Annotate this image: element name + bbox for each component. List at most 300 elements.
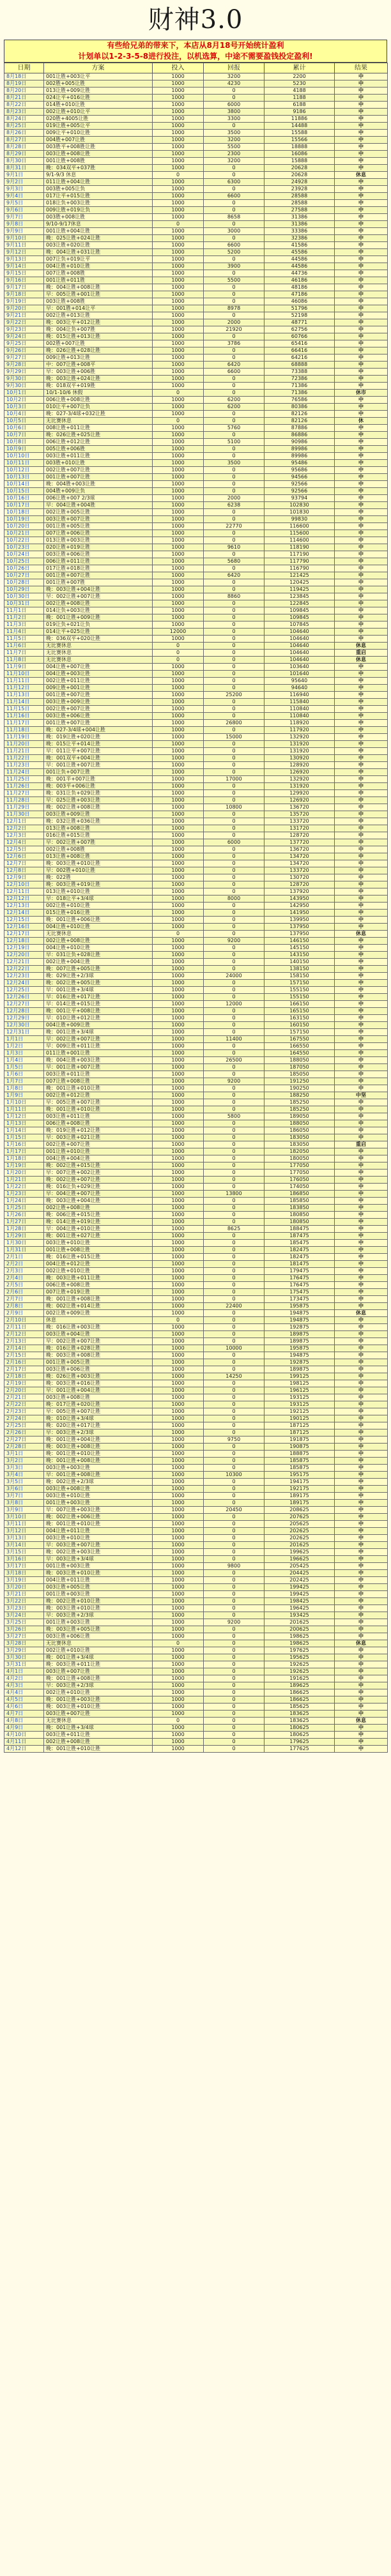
table-row (4, 1401, 388, 1408)
cell-result: 中 (335, 1605, 388, 1612)
cell-cumulative: 145150 (264, 945, 335, 952)
cell-cumulative: 115840 (264, 699, 335, 706)
cell-plan: 晚：016让胜+015让胜 (44, 1254, 153, 1261)
table-row (4, 1205, 388, 1212)
cell-date: 12月16日 (4, 924, 44, 931)
cell-plan: 晚：003让胜+016让胜 (44, 1380, 153, 1387)
cell-date: 9月16日 (4, 277, 44, 284)
cell-result: 中 (335, 1296, 388, 1303)
cell-plan: 011让胜+001让胜 (44, 1050, 153, 1057)
cell-result: 中 (335, 699, 388, 706)
cell-stake: 1000 (153, 1486, 204, 1493)
cell-stake: 1000 (153, 600, 204, 607)
cell-result: 休息 (335, 1718, 388, 1725)
cell-plan: 004让胜+007让胜 (44, 664, 153, 671)
table-row (4, 1725, 388, 1732)
cell-result: 中 (335, 179, 388, 186)
cell-date: 12月19日 (4, 945, 44, 952)
cell-stake: 1000 (153, 973, 204, 980)
cell-stake: 1000 (153, 1500, 204, 1507)
cell-plan: 003让胜+009让胜 (44, 699, 153, 706)
cell-cumulative: 86886 (264, 432, 335, 439)
cell-result: 中 (335, 1422, 388, 1429)
cell-cumulative: 118190 (264, 544, 335, 551)
cell-date: 4月4日 (4, 1689, 44, 1696)
cell-date: 11月4日 (4, 629, 44, 636)
cell-cumulative: 185050 (264, 1071, 335, 1078)
cell-stake: 1000 (153, 1514, 204, 1521)
cell-date: 2月16日 (4, 1359, 44, 1366)
cell-date: 10月13日 (4, 474, 44, 481)
cell-plan: 无比赛休息 (44, 657, 153, 664)
cell-cumulative: 5230 (264, 80, 335, 88)
cell-date: 10月1日 (4, 390, 44, 397)
cell-stake: 1000 (153, 432, 204, 439)
cell-plan: 002让胜+007让胜 (44, 467, 153, 474)
cell-return: 3900 (204, 263, 264, 270)
cell-date: 10月14日 (4, 481, 44, 488)
header-result: 结果 (335, 63, 388, 73)
table-row (4, 1668, 388, 1675)
cell-result: 中 (335, 1549, 388, 1556)
cell-return: 0 (204, 1682, 264, 1689)
cell-stake: 1000 (153, 825, 204, 832)
cell-stake: 1000 (153, 1542, 204, 1549)
table-row (4, 896, 388, 903)
cell-plan: 001让胜+003让胜 (44, 1500, 153, 1507)
cell-date: 10月31日 (4, 600, 44, 607)
cell-result: 中 (335, 326, 388, 333)
cell-return: 0 (204, 853, 264, 860)
table-row (4, 390, 388, 397)
cell-result: 中 (335, 867, 388, 874)
cell-stake: 1000 (153, 1324, 204, 1331)
cell-cumulative: 190875 (264, 1444, 335, 1451)
cell-stake: 1000 (153, 326, 204, 333)
cell-result: 中 (335, 621, 388, 629)
cell-plan: 晚：001让胜+3/4球 (44, 1725, 153, 1732)
cell-result: 中 (335, 1429, 388, 1437)
cell-cumulative: 102830 (264, 502, 335, 509)
table-row (4, 1570, 388, 1577)
cell-cumulative: 176050 (264, 1177, 335, 1184)
cell-date: 2月9日 (4, 1310, 44, 1317)
cell-return: 22400 (204, 1303, 264, 1310)
cell-return: 6200 (204, 397, 264, 404)
cell-date: 8月20日 (4, 88, 44, 95)
cell-stake: 1000 (153, 439, 204, 446)
cell-result: 中 (335, 1521, 388, 1528)
cell-return: 0 (204, 221, 264, 228)
cell-stake: 1000 (153, 1647, 204, 1654)
cell-date: 3月16日 (4, 1556, 44, 1563)
cell-cumulative: 64216 (264, 354, 335, 362)
cell-cumulative: 23928 (264, 186, 335, 193)
cell-date: 3月19日 (4, 1577, 44, 1584)
cell-result: 中 (335, 1366, 388, 1373)
cell-result: 中 (335, 607, 388, 614)
cell-plan: 晚：004让负+007胜 (44, 326, 153, 333)
cell-date: 12月20日 (4, 952, 44, 959)
cell-date: 12月24日 (4, 980, 44, 987)
cell-cumulative: 133720 (264, 867, 335, 874)
cell-return: 0 (204, 1148, 264, 1155)
cell-cumulative: 179475 (264, 1268, 335, 1275)
cell-plan: 晚：001让胜+009让胜 (44, 614, 153, 621)
cell-return: 0 (204, 832, 264, 839)
cell-result: 中 (335, 1633, 388, 1640)
cell-result: 中 (335, 1071, 388, 1078)
cell-cumulative: 182475 (264, 1254, 335, 1261)
cell-result: 中 (335, 109, 388, 116)
cell-date: 1月26日 (4, 1212, 44, 1219)
cell-cumulative: 131920 (264, 748, 335, 755)
cell-cumulative: 190250 (264, 1085, 335, 1092)
cell-stake: 1000 (153, 1184, 204, 1191)
cell-cumulative: 202425 (264, 1577, 335, 1584)
cell-result: 中 (335, 305, 388, 312)
cell-plan: 006让胜+011让胜 (44, 558, 153, 565)
cell-plan: 晚：018双平+019胜 (44, 383, 153, 390)
cell-plan: 无比赛休息 (44, 1718, 153, 1725)
cell-plan: 晚：001让胜+008让胜 (44, 1458, 153, 1465)
table-row (4, 1127, 388, 1134)
cell-result: 中 (335, 614, 388, 621)
cell-cumulative: 183625 (264, 1718, 335, 1725)
cell-cumulative: 198425 (264, 1598, 335, 1605)
cell-result: 中 (335, 762, 388, 769)
cell-cumulative: 193425 (264, 1612, 335, 1619)
cell-return: 6420 (204, 572, 264, 579)
cell-date: 3月11日 (4, 1521, 44, 1528)
cell-result: 中 (335, 1331, 388, 1338)
cell-date: 3月15日 (4, 1549, 44, 1556)
cell-cumulative: 176475 (264, 1282, 335, 1289)
cell-stake: 1000 (153, 1577, 204, 1584)
table-row (4, 404, 388, 411)
cell-return: 0 (204, 432, 264, 439)
cell-plan: 001让胜+007让胜 (44, 692, 153, 699)
cell-stake: 1000 (153, 425, 204, 432)
table-row (4, 1198, 388, 1205)
cell-cumulative: 199625 (264, 1549, 335, 1556)
cell-plan: 009让平+010让胜 (44, 130, 153, 137)
cell-stake: 1000 (153, 1633, 204, 1640)
table-row (4, 832, 388, 839)
table-row (4, 959, 388, 966)
cell-return: 5680 (204, 558, 264, 565)
cell-result: 中 (335, 193, 388, 200)
cell-result: 中 (335, 1493, 388, 1500)
cell-result: 中 (335, 692, 388, 699)
cell-stake: 1000 (153, 867, 204, 874)
cell-cumulative: 104640 (264, 643, 335, 650)
cell-cumulative: 6188 (264, 102, 335, 109)
table-row (4, 657, 388, 664)
table-row (4, 874, 388, 881)
cell-plan: 003胜+005让负 (44, 186, 153, 193)
cell-stake: 1000 (153, 340, 204, 347)
cell-plan: 早：031让负+028让胜 (44, 952, 153, 959)
cell-stake: 1000 (153, 116, 204, 123)
cell-stake: 1000 (153, 1099, 204, 1106)
cell-date: 11月10日 (4, 671, 44, 678)
table-row (4, 270, 388, 277)
cell-date: 4月6日 (4, 1703, 44, 1711)
cell-stake: 1000 (153, 664, 204, 671)
cell-return: 0 (204, 516, 264, 523)
cell-plan: 003让胜+008让胜 (44, 151, 153, 158)
cell-date: 3月26日 (4, 1626, 44, 1633)
table-row (4, 797, 388, 804)
table-row (4, 825, 388, 832)
cell-date: 3月9日 (4, 1507, 44, 1514)
cell-cumulative: 185875 (264, 1465, 335, 1472)
cell-plan: 001让胜+007胜 (44, 579, 153, 586)
cell-return: 0 (204, 284, 264, 291)
cell-date: 10月21日 (4, 530, 44, 537)
table-row (4, 1556, 388, 1563)
cell-return: 0 (204, 88, 264, 95)
cell-return: 9750 (204, 1437, 264, 1444)
cell-cumulative: 181475 (264, 1261, 335, 1268)
table-row (4, 221, 388, 228)
cell-plan: 晚：003让平+012让胜 (44, 319, 153, 326)
cell-result: 中 (335, 1155, 388, 1162)
cell-result: 重启 (335, 650, 388, 657)
cell-cumulative: 15588 (264, 130, 335, 137)
cell-return: 13800 (204, 1191, 264, 1198)
table-row (4, 537, 388, 544)
cell-cumulative: 179625 (264, 1739, 335, 1746)
cell-stake: 1000 (153, 1085, 204, 1092)
cell-result: 中 (335, 1739, 388, 1746)
cell-return: 6600 (204, 193, 264, 200)
cell-return: 0 (204, 270, 264, 277)
cell-return: 0 (204, 1247, 264, 1254)
cell-return: 0 (204, 481, 264, 488)
cell-cumulative: 185875 (264, 1458, 335, 1465)
cell-stake: 1000 (153, 383, 204, 390)
cell-result: 中 (335, 881, 388, 888)
cell-result: 中 (335, 1535, 388, 1542)
cell-stake: 1000 (153, 881, 204, 888)
cell-return: 0 (204, 1310, 264, 1317)
cell-cumulative: 194875 (264, 1352, 335, 1359)
table-row (4, 994, 388, 1001)
cell-date: 12月30日 (4, 1022, 44, 1029)
cell-plan: 001让胜+004让胜 (44, 228, 153, 235)
table-row (4, 1170, 388, 1177)
cell-result: 休息 (335, 172, 388, 179)
cell-plan: 早：003让胜+007让胜 (44, 1542, 153, 1549)
cell-date: 8月18日 (4, 73, 44, 80)
cell-result: 中 (335, 1113, 388, 1120)
cell-cumulative: 110840 (264, 706, 335, 713)
cell-stake: 1000 (153, 1661, 204, 1668)
cell-stake: 1000 (153, 734, 204, 741)
cell-result: 中 (335, 73, 388, 80)
cell-result: 中 (335, 1619, 388, 1626)
cell-return: 0 (204, 1661, 264, 1668)
cell-return: 0 (204, 1177, 264, 1184)
cell-result: 中 (335, 333, 388, 340)
cell-result: 中 (335, 1570, 388, 1577)
cell-plan: 001让胜+008胜 (44, 158, 153, 165)
cell-cumulative: 137950 (264, 924, 335, 931)
cell-return: 5500 (204, 144, 264, 151)
cell-cumulative: 128720 (264, 832, 335, 839)
cell-cumulative: 204425 (264, 1570, 335, 1577)
cell-stake: 1000 (153, 966, 204, 973)
table-row (4, 130, 388, 137)
cell-plan: 001让负+007让胜 (44, 769, 153, 776)
cell-plan: 晚：003让胜+010让胜 (44, 1570, 153, 1577)
table-row (4, 910, 388, 917)
cell-result: 中 (335, 586, 388, 593)
cell-cumulative: 60766 (264, 333, 335, 340)
table-row (4, 1099, 388, 1106)
cell-date: 9月3日 (4, 186, 44, 193)
cell-plan: 003让胜+010让胜 (44, 1535, 153, 1542)
cell-date: 9月17日 (4, 284, 44, 291)
cell-cumulative: 193125 (264, 1394, 335, 1401)
cell-cumulative: 48771 (264, 319, 335, 326)
cell-plan: 003让胜+004让胜 (44, 1331, 153, 1338)
cell-result: 中 (335, 80, 388, 88)
cell-cumulative: 94640 (264, 685, 335, 692)
cell-date: 3月29日 (4, 1647, 44, 1654)
cell-plan: 晚：004让胜+003让胜 (44, 1057, 153, 1064)
table-row (4, 1703, 388, 1711)
table-row (4, 200, 388, 207)
cell-result: 中 (335, 1668, 388, 1675)
cell-return: 0 (204, 1598, 264, 1605)
cell-stake: 1000 (153, 593, 204, 600)
cell-plan: 早：001让胜+004让胜 (44, 1387, 153, 1394)
cell-date: 11月14日 (4, 699, 44, 706)
cell-return: 0 (204, 917, 264, 924)
table-row (4, 397, 388, 404)
cell-result: 中 (335, 1352, 388, 1359)
cell-stake: 1000 (153, 558, 204, 565)
table-row (4, 383, 388, 390)
cell-return: 0 (204, 1458, 264, 1465)
cell-stake: 1000 (153, 516, 204, 523)
cell-cumulative: 196125 (264, 1387, 335, 1394)
cell-return: 0 (204, 1626, 264, 1633)
table-row (4, 1682, 388, 1689)
cell-date: 2月18日 (4, 1373, 44, 1380)
cell-result: 中 (335, 1268, 388, 1275)
table-row (4, 1177, 388, 1184)
cell-cumulative: 44586 (264, 256, 335, 263)
cell-date: 2月27日 (4, 1437, 44, 1444)
cell-return: 0 (204, 1591, 264, 1598)
cell-stake: 1000 (153, 1696, 204, 1703)
cell-cumulative: 116790 (264, 565, 335, 572)
header-return: 回报 (204, 63, 264, 73)
cell-return: 0 (204, 1422, 264, 1429)
cell-result: 中 (335, 1043, 388, 1050)
cell-cumulative: 198625 (264, 1633, 335, 1640)
table-row (4, 1148, 388, 1155)
cell-result: 中 (335, 734, 388, 741)
cell-return: 0 (204, 1514, 264, 1521)
cell-plan: 早：003让胜+3/4球 (44, 1556, 153, 1563)
table-row (4, 509, 388, 516)
table-row (4, 643, 388, 650)
cell-return: 0 (204, 748, 264, 755)
cell-result: 中 (335, 263, 388, 270)
cell-plan: 晚：014让胜+019让胜 (44, 1219, 153, 1226)
table-row (4, 1408, 388, 1415)
cell-stake: 1000 (153, 263, 204, 270)
cell-plan: 晚：017让胜+020让胜 (44, 1401, 153, 1408)
cell-result: 中 (335, 980, 388, 987)
cell-stake: 1000 (153, 249, 204, 256)
cell-stake: 1000 (153, 1113, 204, 1120)
cell-date: 3月10日 (4, 1514, 44, 1521)
cell-result: 中 (335, 1303, 388, 1310)
cell-result: 中 (335, 319, 388, 326)
cell-date: 11月18日 (4, 727, 44, 734)
cell-stake: 1000 (153, 1177, 204, 1184)
cell-return: 0 (204, 453, 264, 460)
cell-return: 0 (204, 825, 264, 832)
record-table (4, 63, 388, 1753)
cell-stake: 1000 (153, 1064, 204, 1071)
cell-plan: 003让胜+006让胜 (44, 551, 153, 558)
cell-cumulative: 186050 (264, 1127, 335, 1134)
cell-cumulative: 190125 (264, 1415, 335, 1422)
cell-cumulative: 187125 (264, 1429, 335, 1437)
cell-stake: 1000 (153, 277, 204, 284)
cell-plan: 008让胜+011让胜 (44, 425, 153, 432)
cell-return: 0 (204, 888, 264, 896)
cell-cumulative: 180050 (264, 1155, 335, 1162)
cell-return: 0 (204, 1746, 264, 1753)
cell-cumulative: 18888 (264, 144, 335, 151)
cell-stake: 1000 (153, 1528, 204, 1535)
cell-cumulative: 185250 (264, 1106, 335, 1113)
cell-date: 12月29日 (4, 1015, 44, 1022)
cell-result: 中 (335, 1170, 388, 1177)
cell-result: 中 (335, 1120, 388, 1127)
cell-cumulative: 129920 (264, 790, 335, 797)
cell-stake: 1000 (153, 1282, 204, 1289)
cell-stake: 1000 (153, 256, 204, 263)
cell-plan: 晚：001双平+004让胜 (44, 755, 153, 762)
cell-stake: 1000 (153, 614, 204, 621)
cell-return: 0 (204, 1162, 264, 1170)
cell-return: 0 (204, 1127, 264, 1134)
cell-result: 中 (335, 460, 388, 467)
cell-result: 中 (335, 284, 388, 291)
cell-date: 12月25日 (4, 987, 44, 994)
table-row (4, 1549, 388, 1556)
cell-return: 0 (204, 1640, 264, 1647)
cell-stake: 1000 (153, 1050, 204, 1057)
cell-stake: 1000 (153, 1535, 204, 1542)
table-row (4, 467, 388, 474)
cell-return: 0 (204, 1043, 264, 1050)
cell-return: 0 (204, 1486, 264, 1493)
cell-result: 中 (335, 910, 388, 917)
table-row (4, 727, 388, 734)
cell-result: 中 (335, 207, 388, 214)
cell-plan: 004让胜+010让胜 (44, 263, 153, 270)
